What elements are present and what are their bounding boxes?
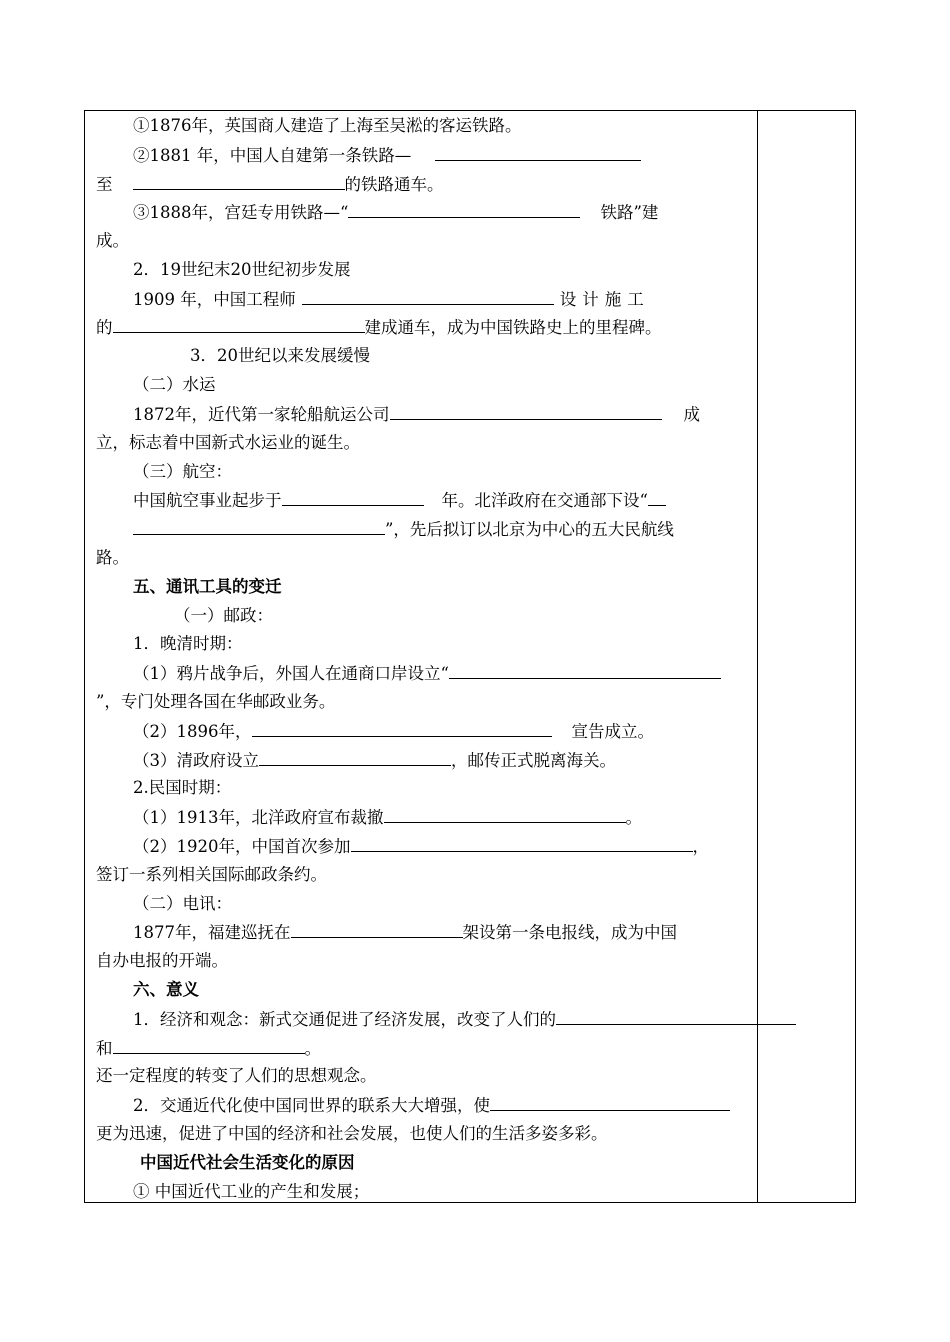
blank[interactable] [252, 721, 552, 737]
telegraph-line-2: 自办电报的开端。 [96, 951, 228, 970]
water-line-1: 1872年，近代第一家轮船航运公司 成 [133, 405, 700, 424]
republic-title: 2.民国时期： [133, 778, 232, 797]
rail-line-4: ③1888年，宫廷专用铁路—“ 铁路”建 [133, 203, 659, 222]
post-q2: （2）1896年， 宣告成立。 [133, 722, 654, 741]
telegraph-line-1: 1877年，福建巡抚在 架设第一条电报线，成为中国 [133, 923, 677, 942]
rail-line-1: ①1876年，英国商人建造了上海至吴淞的客运铁路。 [133, 116, 522, 135]
air-line-2: ”，先后拟订以北京为中心的五大民航线 [133, 519, 674, 540]
blank[interactable] [648, 490, 666, 506]
post-q1: （1）鸦片战争后，外国人在通商口岸设立“ [133, 663, 721, 684]
reasons-heading: 中国近代社会生活变化的原因 [140, 1153, 355, 1172]
late-qing-title: 1．晚清时期： [133, 634, 243, 653]
rail-line-2: ②1881 年，中国人自建第一条铁路— [133, 145, 641, 166]
meaning-line-2: 和 。 [96, 1039, 321, 1058]
post-q3: （3）清政府设立 ，邮传正式脱离海关。 [133, 751, 616, 770]
rail-heading-3: 3．20世纪以来发展缓慢 [190, 346, 370, 365]
reason-1: ① 中国近代工业的产生和发展； [133, 1182, 370, 1201]
air-line-3: 路。 [96, 548, 129, 567]
blank[interactable] [291, 922, 463, 938]
water-title: （二）水运 [133, 375, 216, 394]
blank[interactable] [133, 519, 385, 535]
blank[interactable] [282, 490, 424, 506]
blank[interactable] [435, 145, 641, 161]
post-r2: （2）1920年，中国首次参加 ， [133, 837, 709, 856]
rail-heading-2: 2．19世纪末20世纪初步发展 [133, 260, 351, 279]
blank[interactable] [490, 1095, 730, 1111]
blank[interactable] [390, 404, 662, 420]
rail-line-7: 的 建成通车，成为中国铁路史上的里程碑。 [96, 318, 662, 337]
blank[interactable] [133, 174, 345, 190]
post-q1-cont: ”，专门处理各国在华邮政业务。 [96, 692, 336, 711]
blank[interactable] [113, 1038, 305, 1054]
air-title: （三）航空： [133, 462, 232, 481]
air-line-1: 中国航空事业起步于 年。北洋政府在交通部下设“ [133, 490, 666, 511]
meaning-line-4: 2．交通近代化使中国同世界的联系大大增强，使 [133, 1095, 730, 1116]
blank[interactable] [351, 836, 693, 852]
post-r3: 签订一系列相关国际邮政条约。 [96, 865, 327, 884]
rail-line-6: 1909 年，中国工程师 设计施工 [133, 290, 650, 309]
blank[interactable] [259, 750, 451, 766]
blank[interactable] [384, 807, 626, 823]
meaning-line-5: 更为迅速，促进了中国的经济和社会发展，也使人们的生活多姿多彩。 [96, 1124, 608, 1143]
post-title: （一）邮政： [174, 606, 273, 625]
blank[interactable] [302, 289, 554, 305]
column-divider [757, 110, 758, 1203]
meaning-line-3: 还一定程度的转变了人们的思想观念。 [96, 1066, 377, 1085]
rail-line-3: 至 的铁路通车。 [96, 175, 444, 194]
blank[interactable] [113, 317, 365, 333]
telegraph-title: （二）电讯： [133, 894, 232, 913]
meaning-line-1: 1．经济和观念：新式交通促进了经济发展，改变了人们的 [133, 1009, 796, 1030]
rail-line-5: 成。 [96, 231, 129, 250]
post-r1: （1）1913年，北洋政府宣布裁撤 。 [133, 808, 642, 827]
blank[interactable] [556, 1009, 796, 1025]
blank[interactable] [449, 663, 721, 679]
blank[interactable] [348, 202, 580, 218]
section-heading-5: 五、通讯工具的变迁 [133, 577, 282, 596]
section-heading-6: 六、意义 [133, 980, 199, 999]
water-line-2: 立，标志着中国新式水运业的诞生。 [96, 433, 360, 452]
